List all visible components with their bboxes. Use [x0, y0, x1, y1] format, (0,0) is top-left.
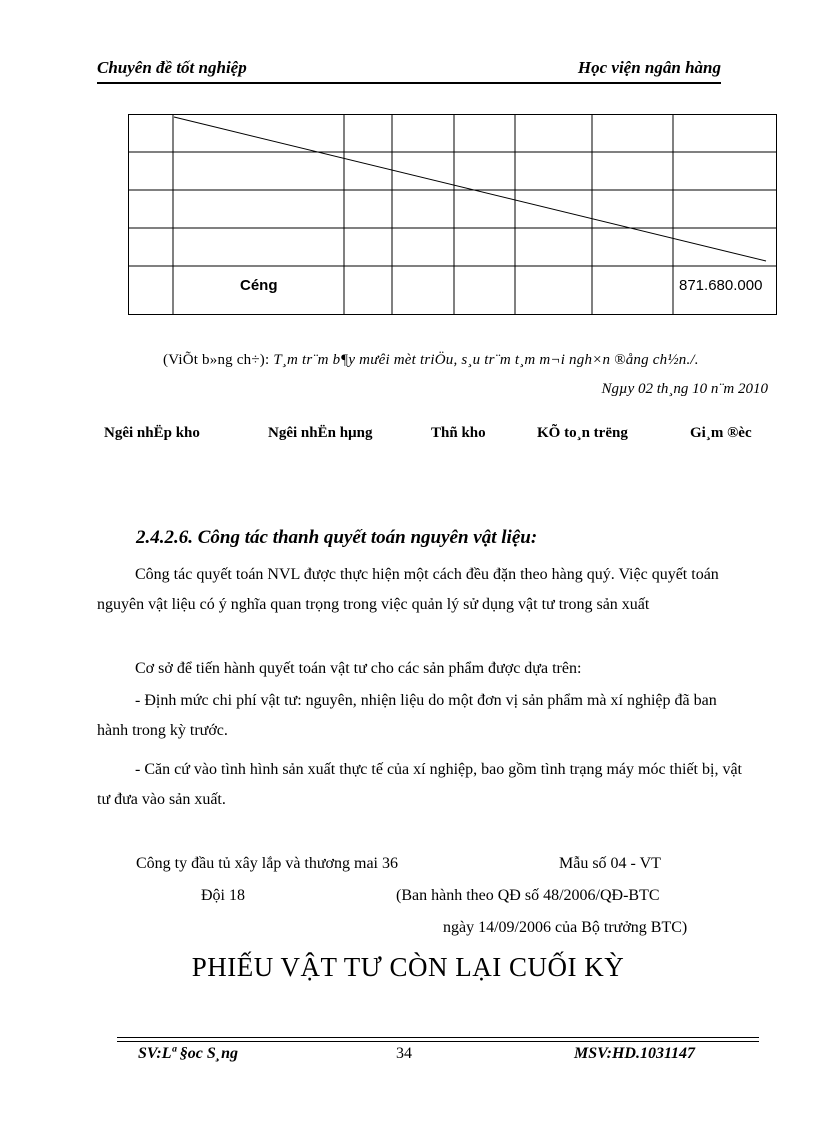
paragraph-4: [97, 755, 743, 815]
paragraph-3: [97, 686, 743, 746]
paragraph-2-text: Cơ sở để tiến hành quyết toán vật tư cho các sản phẩm được dựa trên:: [135, 660, 582, 677]
footer-divider-top: [117, 1037, 759, 1038]
footer-divider-bottom: [117, 1041, 759, 1042]
footer-student-id: MSV:HD.1031147: [574, 1045, 696, 1062]
table-strike-line: [174, 117, 766, 261]
issued-by: (Ban hành theo QĐ số 48/2006/QĐ-BTC: [396, 887, 660, 904]
signature-chief-accountant: KÕ to¸n trëng: [537, 425, 628, 441]
team-name: Đội 18: [201, 887, 245, 904]
paragraph-4-text: - Căn cứ vào tình hình sản xuất thực tế của xí nghiệp, bao gồm tình trạng máy móc thiết bị, vật tư đưa vào sản xuất.: [97, 761, 742, 808]
amount-in-words: [163, 352, 699, 369]
form-number: Mẫu số 04 - VT: [559, 855, 661, 872]
amount-in-words-label: (ViÕt b»ng ch÷):: [163, 352, 274, 368]
signature-storekeeper: Thñ kho: [431, 425, 486, 441]
signature-director: Gi¸m ®èc: [690, 425, 752, 441]
signature-deliverer: Ngêi nhËn hµng: [268, 425, 373, 441]
header-left-title: Chuyên đề tốt nghiệp: [97, 58, 247, 77]
form-title: PHIẾU VẬT TƯ CÒN LẠI CUỐI KỲ: [191, 952, 625, 982]
footer-page-number: 34: [396, 1045, 412, 1062]
signature-receiver: Ngêi nhËp kho: [104, 425, 200, 441]
total-value: 871.680.000: [679, 277, 763, 294]
footer-student-name: SV:Lª §oc S¸ng: [138, 1045, 238, 1062]
document-date: Ngµy 02 th¸ng 10 n¨m 2010: [601, 381, 768, 397]
paragraph-1: [97, 560, 743, 620]
amount-in-words-value: T¸m tr¨m b¶y mưêi mèt triÖu, s¸u tr¨m t¸m m¬i ngh×n ®ång ch½n./.: [273, 352, 699, 368]
section-heading: 2.4.2.6. Công tác thanh quyết toán nguyên vật liệu:: [136, 527, 538, 548]
paragraph-2: [97, 654, 743, 684]
paragraph-1-text: Công tác quyết toán NVL được thực hiện một cách đều đặn theo hàng quý. Việc quyết toán nguyên vật liệu có ý nghĩa quan trọng trong việc quản lý sử dụng vật tư trong sản xuất: [97, 566, 719, 613]
header-right-title: Học viện ngân hàng: [577, 58, 721, 77]
paragraph-3-text: - Định mức chi phí vật tư: nguyên, nhiện liệu do một đơn vị sản phẩm mà xí nghiệp đã ban hành trong kỳ trước.: [97, 692, 717, 739]
issued-date: ngày 14/09/2006 của Bộ trưởng BTC): [443, 919, 688, 936]
header-divider: [97, 82, 721, 84]
company-name: Công ty đầu tủ xây lắp và thương mai 36: [136, 855, 398, 872]
total-label: Céng: [240, 277, 278, 294]
